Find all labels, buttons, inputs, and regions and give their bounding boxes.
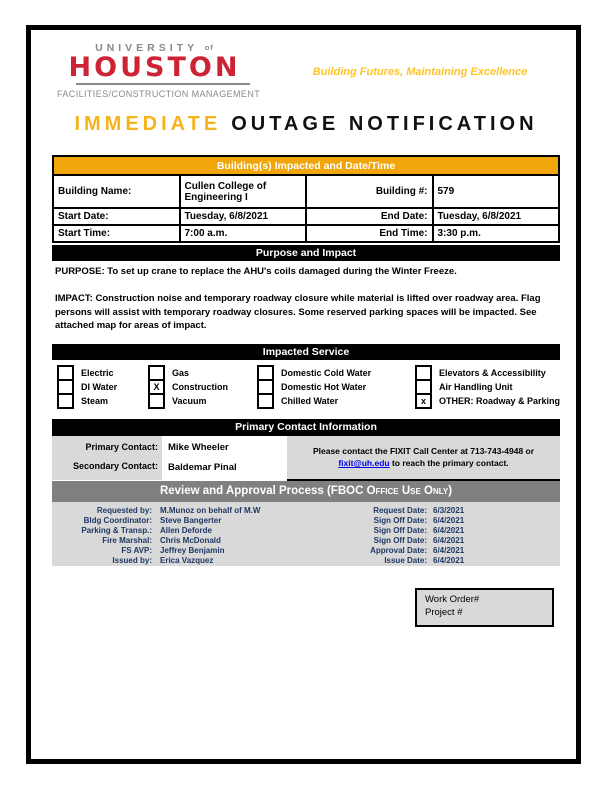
service-item-other: [415, 393, 560, 409]
contact-labels: [52, 436, 162, 480]
primary-contact-label: Primary Contact:: [85, 442, 158, 452]
review-row-parking-transp: [52, 526, 560, 536]
end-date-label: End Date:: [306, 208, 433, 225]
start-date-value: Tuesday, 6/8/2021: [180, 208, 307, 225]
review-header: [52, 481, 560, 502]
table-row: [53, 225, 559, 242]
logo-divider: [76, 83, 250, 85]
review-date-label: Sign Off Date:: [373, 526, 427, 535]
review-role-label: Requested by:: [96, 506, 152, 515]
review-date-label: Sign Off Date:: [373, 516, 427, 525]
secondary-contact-label: Secondary Contact:: [72, 461, 158, 471]
end-date-value: Tuesday, 6/8/2021: [433, 208, 560, 225]
building-number-label: Building #:: [306, 175, 433, 208]
page-title: [31, 113, 581, 136]
service-label: Domestic Cold Water: [281, 368, 372, 378]
service-item-vacuum: [148, 393, 228, 409]
service-label: DI Water: [81, 382, 118, 392]
review-name: Erica Vazquez: [160, 556, 214, 565]
service-label: Steam: [81, 396, 109, 406]
service-label: Electric: [81, 368, 114, 378]
service-column-2: [148, 365, 228, 409]
review-role-label: Issued by:: [112, 556, 152, 565]
service-column-3: [257, 365, 371, 409]
review-name: Jeffrey Benjamin: [160, 546, 225, 555]
review-header-suffix: ): [448, 485, 453, 497]
review-date-label: Sign Off Date:: [373, 536, 427, 545]
checkbox-chilled-water[interactable]: [257, 393, 274, 409]
review-role-label: Bldg Coordinator:: [83, 516, 152, 525]
service-column-1: [57, 365, 117, 409]
building-number-value: 579: [433, 175, 560, 208]
review-body: [52, 502, 560, 566]
service-item-chilled-water: [257, 393, 371, 409]
review-name: M.Munoz on behalf of M.W: [160, 506, 261, 515]
review-name: Allen Deforde: [160, 526, 213, 535]
review-date-label: Approval Date:: [370, 546, 427, 555]
contact-notice-line2: to reach the primary contact.: [389, 458, 509, 468]
review-row-bldg-coordinator: [52, 516, 560, 526]
logo-department-text: FACILITIES/CONSTRUCTION MANAGEMENT: [57, 89, 261, 99]
purpose-impact-header: Purpose and Impact: [52, 245, 560, 261]
review-date-label: Request Date:: [373, 506, 427, 515]
checkbox-other[interactable]: x: [415, 393, 432, 409]
contact-names: [162, 436, 286, 480]
service-label: Vacuum: [172, 396, 207, 406]
service-label: OTHER: Roadway & Parking: [439, 396, 561, 406]
review-date: 6/3/2021: [433, 506, 465, 515]
project-number-label: Project #: [425, 607, 463, 618]
end-time-label: End Time:: [306, 225, 433, 242]
review-name: Chris McDonald: [160, 536, 221, 545]
start-time-label: Start Time:: [53, 225, 180, 242]
service-label: Elevators & Accessibility: [439, 368, 546, 378]
service-label: Chilled Water: [281, 396, 339, 406]
logo-university-text: UNIVERSITY: [95, 42, 198, 54]
checkbox-steam[interactable]: [57, 393, 74, 409]
checkbox-construction[interactable]: X: [148, 379, 165, 395]
primary-contact-name: Mike Wheeler: [168, 442, 229, 453]
contact-header: Primary Contact Information: [52, 419, 560, 436]
work-order-label: Work Order#: [425, 594, 480, 605]
logo-of-text: of: [204, 43, 214, 52]
logo-houston-text: HOUSTON: [68, 52, 241, 83]
start-date-label: Start Date:: [53, 208, 180, 225]
work-order-box: [415, 588, 554, 627]
review-row-issued-by: [52, 556, 560, 566]
review-date: 6/4/2021: [433, 546, 465, 555]
impact-text: IMPACT: Construction noise and temporary roadway closure while material is lifted over roadway area. Flag persons will assist with temporary roadway closures. Some reserved parking spaces will be impacted. See attached map for areas of impact.: [55, 293, 541, 331]
building-table: [52, 155, 560, 243]
service-label: Air Handling Unit: [439, 382, 513, 392]
review-date: 6/4/2021: [433, 556, 465, 565]
review-row-requested-by: [52, 506, 560, 516]
building-table-header-row: [53, 156, 559, 175]
review-role-label: Parking & Transp.:: [81, 526, 152, 535]
building-name-value: Cullen College of Engineering I: [180, 175, 307, 208]
service-label: Gas: [172, 368, 190, 378]
review-header-prefix: Review and Approval Process (FBOC: [159, 485, 367, 497]
review-name: Steve Bangerter: [160, 516, 222, 525]
contact-notice: [287, 436, 560, 481]
building-table-header: Building(s) Impacted and Date/Time: [53, 156, 559, 175]
service-column-4: [415, 365, 560, 409]
service-item-steam: [57, 393, 117, 409]
uh-logo: [57, 42, 261, 99]
checkbox-vacuum[interactable]: [148, 393, 165, 409]
end-time-value: 3:30 p.m.: [433, 225, 560, 242]
fixit-email-link[interactable]: fixit@uh.edu: [338, 458, 390, 468]
start-time-value: 7:00 a.m.: [180, 225, 307, 242]
table-row: [53, 208, 559, 225]
review-date: 6/4/2021: [433, 516, 465, 525]
review-date-label: Issue Date:: [384, 556, 427, 565]
table-row: [53, 175, 559, 208]
review-date: 6/4/2021: [433, 526, 465, 535]
contact-notice-line1: Please contact the FIXIT Call Center at 713-743-4948 or: [312, 446, 535, 456]
review-row-fire-marshal: [52, 536, 560, 546]
review-date: 6/4/2021: [433, 536, 465, 545]
review-header-office-use: Office Use Only: [366, 485, 449, 497]
building-name-label: Building Name:: [53, 175, 180, 208]
page-title-highlight: IMMEDIATE: [74, 113, 222, 135]
review-role-label: FS AVP:: [121, 546, 152, 555]
review-row-fs-avp: [52, 546, 560, 556]
review-role-label: Fire Marshal:: [102, 536, 152, 545]
tagline: Building Futures, Maintaining Excellence: [312, 66, 528, 78]
purpose-text: PURPOSE: To set up crane to replace the AHU's coils damaged during the Winter Freeze.: [55, 266, 457, 277]
impacted-service-header: Impacted Service: [52, 344, 560, 360]
service-label: Construction: [172, 382, 228, 392]
service-label: Domestic Hot Water: [281, 382, 367, 392]
secondary-contact-name: Baldemar Pinal: [168, 462, 237, 473]
page-title-rest: OUTAGE NOTIFICATION: [231, 113, 538, 135]
